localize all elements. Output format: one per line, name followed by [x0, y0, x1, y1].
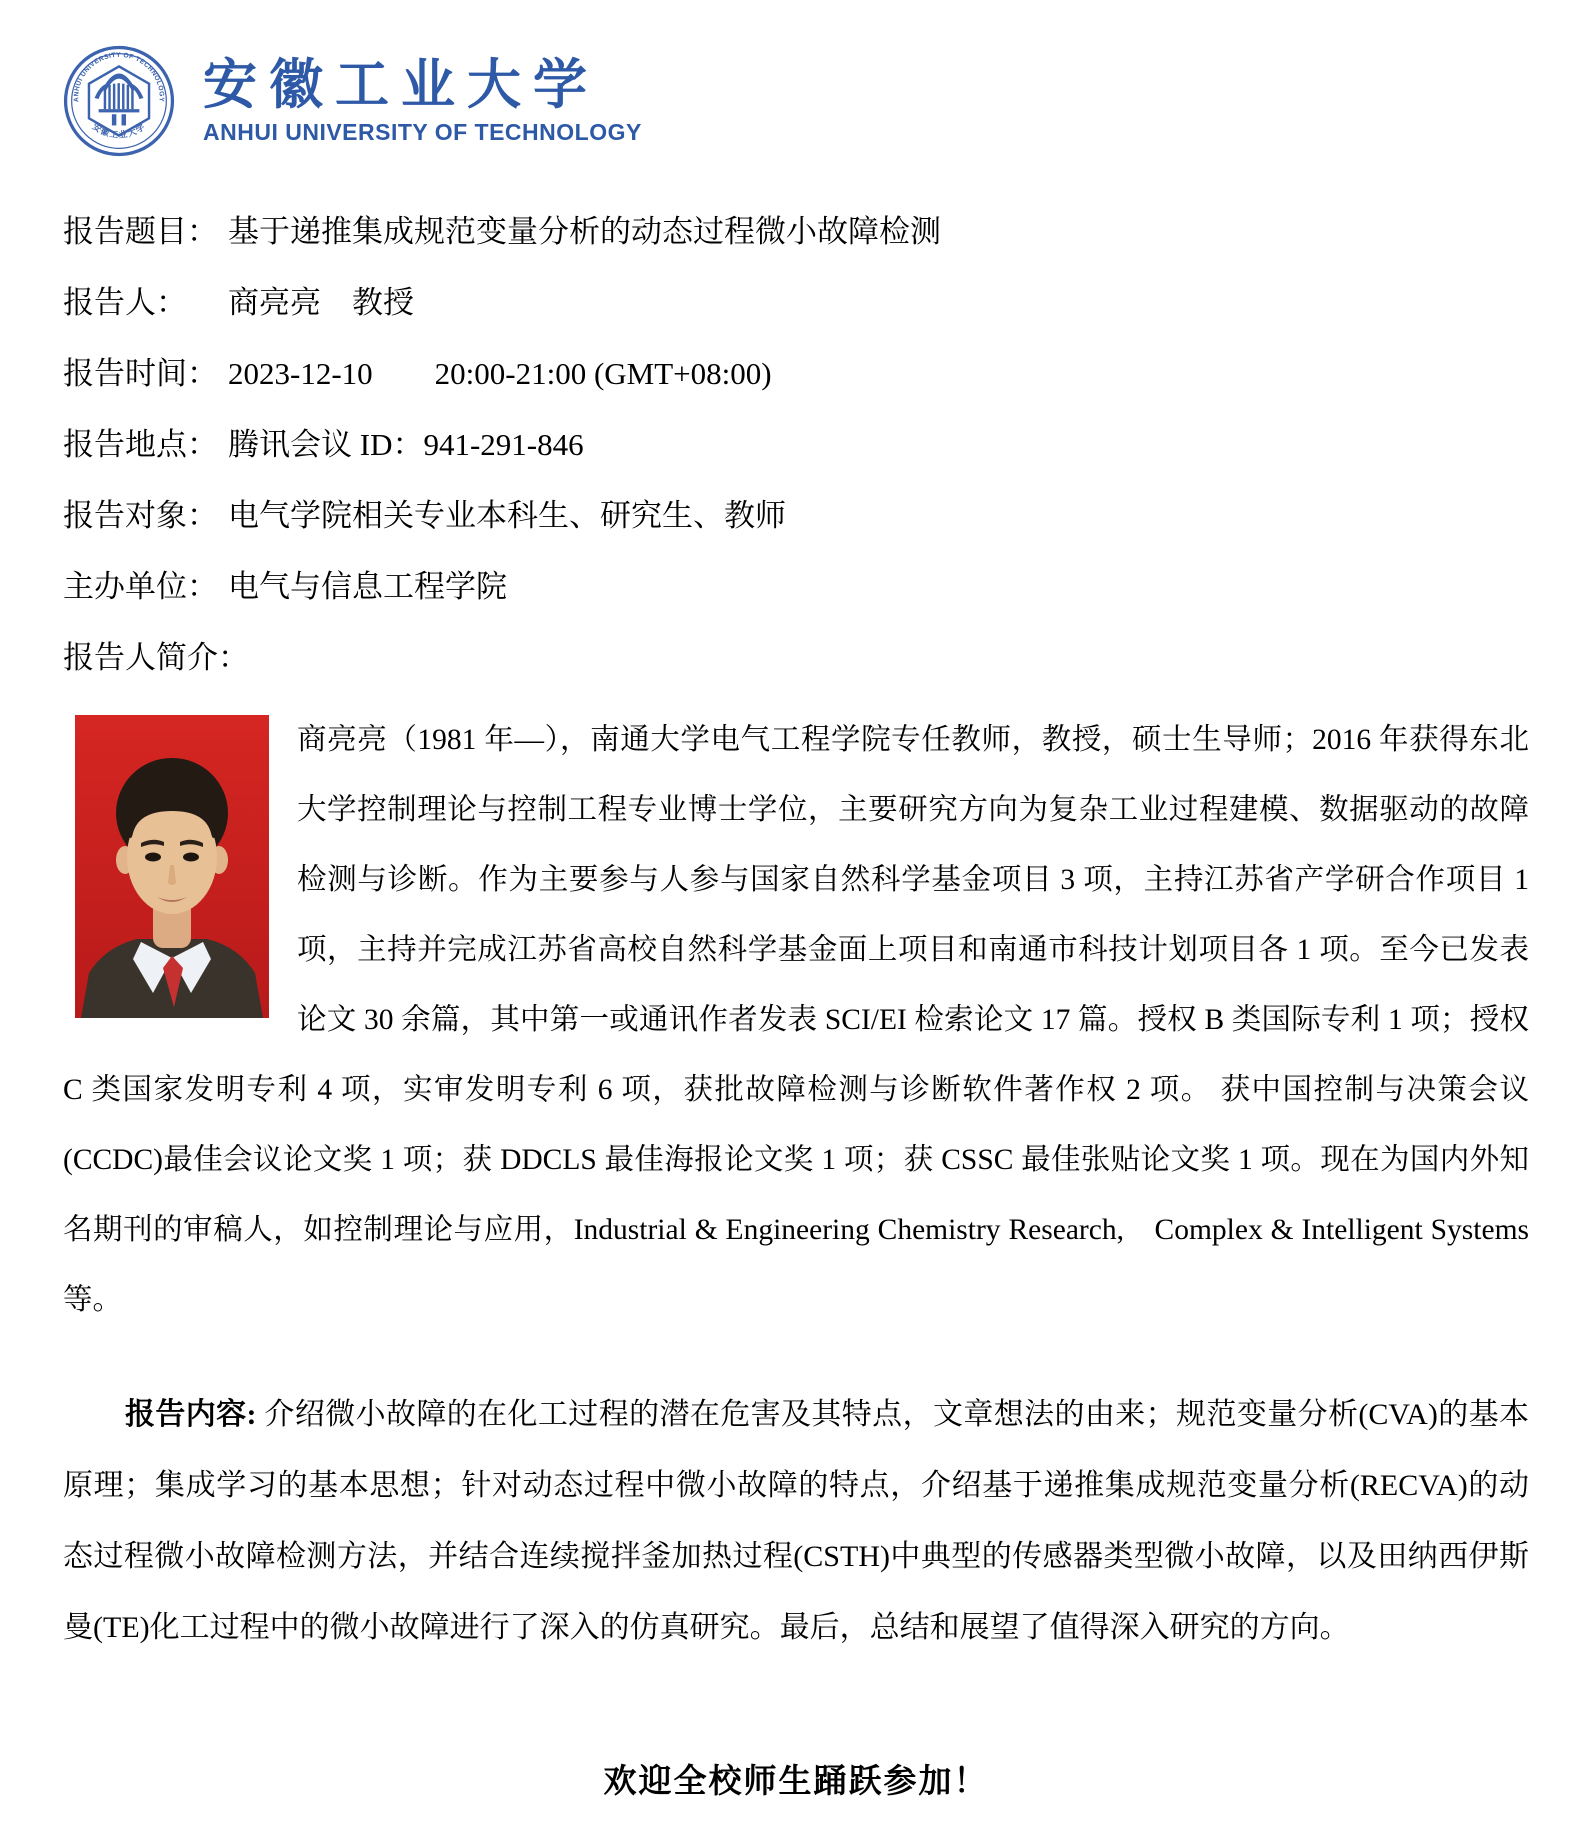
seal-top-text: ANHUI UNIVERSITY OF TECHNOLOGY [73, 51, 165, 103]
info-row-audience [63, 480, 1529, 551]
speaker-bio-heading: 报告人简介： [63, 640, 249, 675]
info-row-time [63, 338, 1529, 409]
report-audience: 电气学院相关专业本科生、研究生、教师 [228, 498, 786, 533]
info-label: 报告地点： [63, 427, 218, 462]
speaker-photo [75, 715, 269, 1018]
info-row-speaker [63, 267, 1529, 338]
speaker-bio-section [63, 705, 1529, 1335]
info-row-title [63, 196, 1529, 267]
report-organizer: 电气与信息工程学院 [228, 569, 507, 604]
report-content-text: 介绍微小故障的在化工过程的潜在危害及其特点，文章想法的由来；规范变量分析(CVA)的基本原理；集成学习的基本思想；针对动态过程中微小故障的特点，介绍基于递推集成规范变量分析(RECVA)的动态过程微小故障检测方法，并结合连续搅拌釜加热过程(CSTH)中典型的传感器类型微小故障，以及田纳西伊斯曼(TE)化工过程中的微小故障进行了深入的仿真研究。最后，总结和展望了值得深入研究的方向。 [63, 1398, 1529, 1644]
info-row-location [63, 409, 1529, 480]
info-label: 报告时间： [63, 356, 218, 391]
svg-text:安徽工业大学 [91, 120, 148, 140]
report-content-label: 报告内容: [125, 1398, 257, 1431]
university-name-cn: 安徽工业大学 [203, 54, 599, 115]
report-location: 腾讯会议 ID：941-291-846 [228, 427, 584, 462]
welcome-message: 欢迎全校师生踊跃参加！ [603, 1764, 989, 1800]
university-header [63, 40, 1529, 162]
speaker-bio-text: 商亮亮（1981 年—），南通大学电气工程学院专任教师，教授，硕士生导师；2016 年获得东北大学控制理论与控制工程专业博士学位，主要研究方向为复杂工业过程建模、数据驱动的故障检测与诊断。作为主要参与人参与国家自然科学基金项目 3 项，主持江苏省产学研合作项目 1 项，主持并完成江苏省高校自然科学基金面上项目和南通市科技计划项目各 1 项。至今已发表论文 30 余篇，其中第一或通讯作者发表 SCI/EI 检索论文 17 篇。授权 B 类国际专利 1 项；授权 C 类国家发明专利 4 项，实审发明专利 6 项，获批故障检测与诊断软件著作权 2 项。 获中国控制与决策会议(CCDC)最佳会议论文奖 1 项；获 DDCLS 最佳海报论文奖 1 项；获 CSSC 最佳张贴论文奖 1 项。现在为国内外知名期刊的审稿人，如控制理论与应用，Industrial & Engineering Chemistry Research, Complex & Intelligent Systems 等。 [63, 724, 1529, 1316]
report-content-paragraph [63, 1379, 1529, 1663]
seal-building-glyph [95, 74, 144, 126]
info-label: 报告人： [63, 285, 187, 320]
seal-bottom-text: 安徽工业大学 [90, 121, 148, 140]
info-row-bio-heading [63, 622, 1529, 693]
university-name-en: ANHUI UNIVERSITY OF TECHNOLOGY [203, 119, 642, 146]
speaker-portrait-image [75, 715, 269, 1018]
report-title: 基于递推集成规范变量分析的动态过程微小故障检测 [228, 214, 941, 249]
report-speaker: 商亮亮 教授 [228, 285, 414, 320]
info-label: 主办单位： [63, 569, 218, 604]
report-time: 2023-12-10 20:00-21:00 (GMT+08:00) [228, 356, 772, 391]
university-titles [203, 56, 642, 146]
university-seal-icon [63, 45, 175, 157]
info-label: 报告对象： [63, 498, 218, 533]
info-label: 报告题目： [63, 214, 218, 249]
report-info-list [63, 196, 1529, 693]
info-row-organizer [63, 551, 1529, 622]
